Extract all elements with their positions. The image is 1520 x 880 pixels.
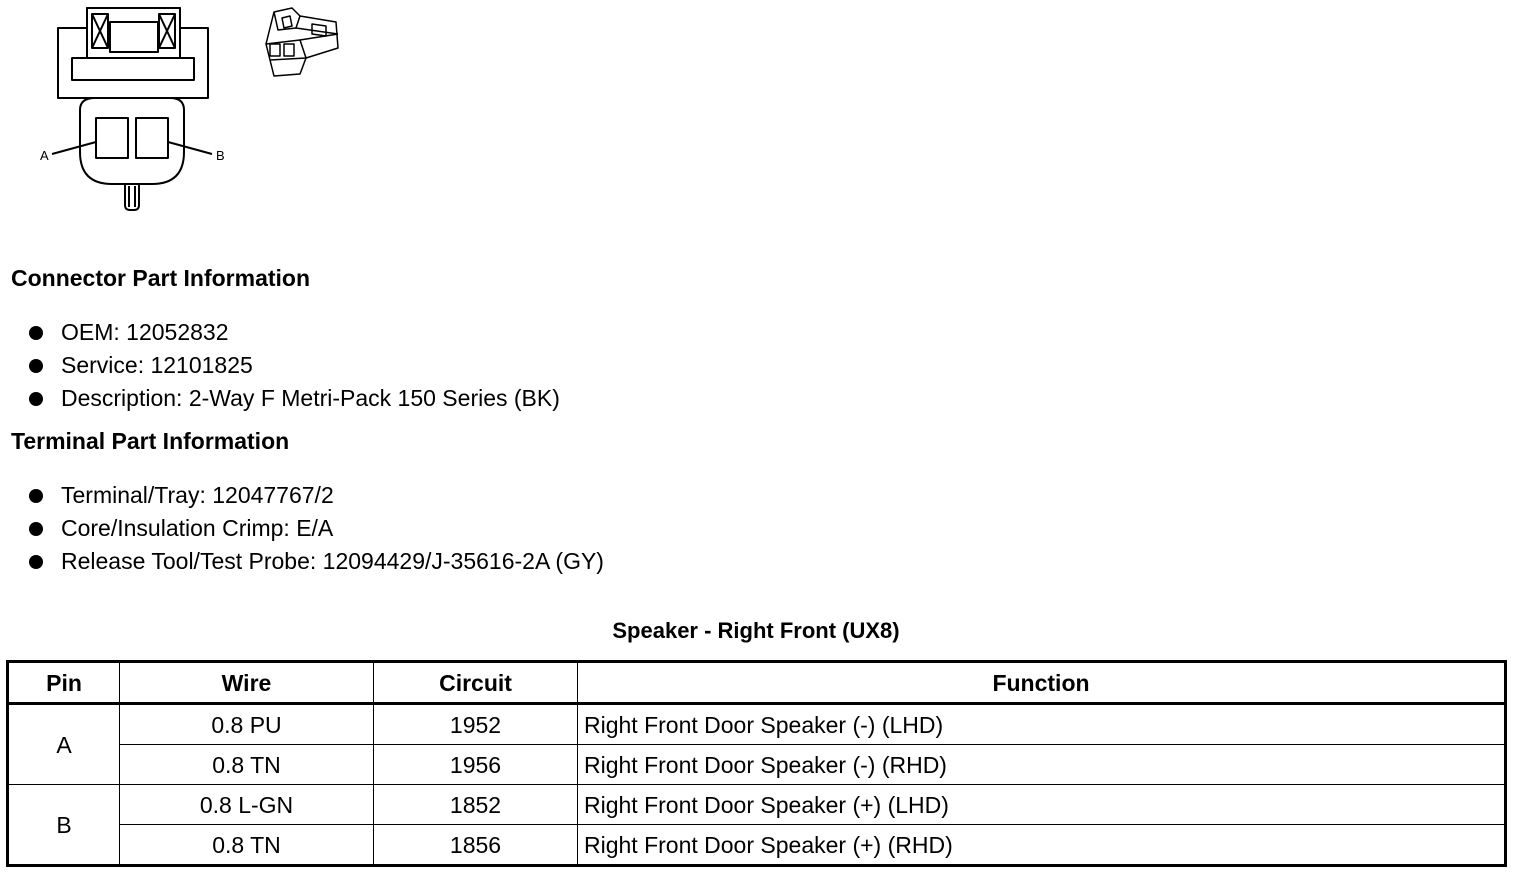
pin-label-a: A (40, 148, 49, 163)
bullet-icon (29, 326, 43, 340)
circuit-cell: 1852 (374, 785, 578, 825)
circuit-cell: 1956 (374, 745, 578, 785)
connector-diagram (0, 0, 360, 225)
wire-cell: 0.8 PU (120, 704, 374, 745)
connector-part-info-heading: Connector Part Information (11, 265, 311, 291)
circuit-cell: 1952 (374, 704, 578, 745)
pin-cell: B (8, 785, 120, 866)
function-cell: Right Front Door Speaker (+) (LHD) (578, 785, 1506, 825)
table-row (8, 825, 1506, 866)
connector-isometric-icon (266, 8, 338, 76)
bullet-icon (29, 555, 43, 569)
list-item (28, 512, 604, 545)
column-header-circuit: Circuit (374, 662, 578, 704)
column-header-function: Function (578, 662, 1506, 704)
table-header-row (8, 662, 1506, 704)
table-row (8, 704, 1506, 745)
bullet-icon (29, 489, 43, 503)
connector-service: Service: 12101825 (61, 352, 253, 378)
terminal-tray: Terminal/Tray: 12047767/2 (61, 482, 334, 508)
column-header-pin: Pin (8, 662, 120, 704)
wire-cell: 0.8 TN (120, 825, 374, 866)
terminal-part-info-list (28, 479, 604, 578)
function-cell: Right Front Door Speaker (-) (LHD) (578, 704, 1506, 745)
connector-description: Description: 2-Way F Metri-Pack 150 Series (BK) (61, 385, 560, 411)
bullet-icon (29, 392, 43, 406)
terminal-release-tool: Release Tool/Test Probe: 12094429/J-35616-2A (GY) (61, 548, 604, 574)
column-header-wire: Wire (120, 662, 374, 704)
list-item (28, 382, 560, 415)
bullet-icon (29, 359, 43, 373)
connector-oem: OEM: 12052832 (61, 319, 229, 345)
wire-cell: 0.8 L-GN (120, 785, 374, 825)
terminal-part-info-heading: Terminal Part Information (11, 428, 290, 454)
table-title: Speaker - Right Front (UX8) (612, 618, 900, 643)
table-row (8, 785, 1506, 825)
function-cell: Right Front Door Speaker (+) (RHD) (578, 825, 1506, 866)
list-item (28, 316, 560, 349)
function-cell: Right Front Door Speaker (-) (RHD) (578, 745, 1506, 785)
terminal-crimp: Core/Insulation Crimp: E/A (61, 515, 334, 541)
pin-label-b: B (216, 148, 225, 163)
bullet-icon (29, 522, 43, 536)
list-item (28, 545, 604, 578)
pinout-table (6, 660, 1507, 867)
table-row (8, 745, 1506, 785)
list-item (28, 349, 560, 382)
wire-cell: 0.8 TN (120, 745, 374, 785)
pin-cell: A (8, 704, 120, 785)
connector-part-info-list (28, 316, 560, 415)
circuit-cell: 1856 (374, 825, 578, 866)
list-item (28, 479, 604, 512)
